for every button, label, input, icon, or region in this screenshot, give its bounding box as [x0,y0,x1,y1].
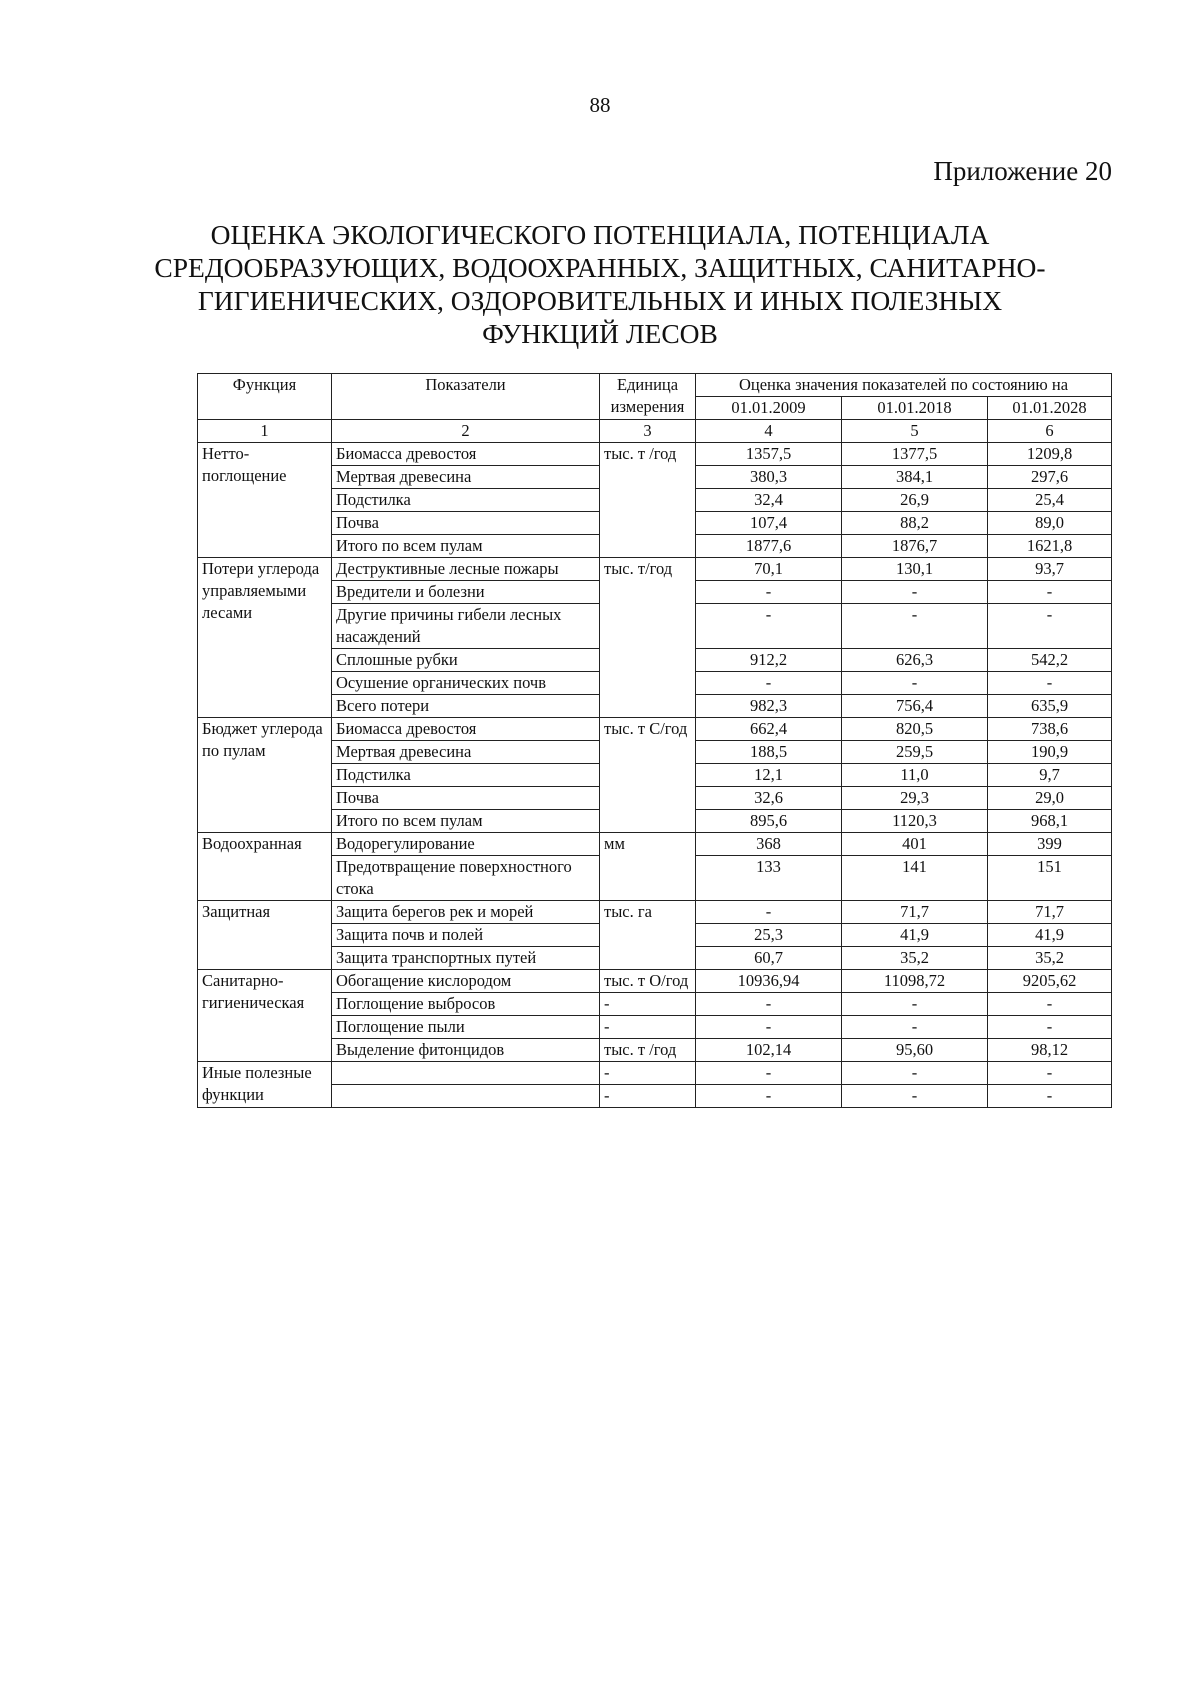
header-date: 01.01.2028 [988,397,1112,420]
column-number: 4 [696,420,842,443]
unit-cell: тыс. т/год [600,558,696,718]
value-cell: 10936,94 [696,970,842,993]
value-cell: 738,6 [988,718,1112,741]
column-number: 6 [988,420,1112,443]
value-cell: 141 [842,856,988,901]
indicator-cell: Деструктивные лесные пожары [332,558,600,581]
column-number: 3 [600,420,696,443]
value-cell: 912,2 [696,649,842,672]
value-cell: 190,9 [988,741,1112,764]
indicator-cell: Почва [332,512,600,535]
header-row [198,374,1112,397]
indicator-cell: Защита почв и полей [332,924,600,947]
value-cell: 401 [842,833,988,856]
indicator-cell: Предотвращение поверхностного стока [332,856,600,901]
value-cell: 102,14 [696,1039,842,1062]
value-cell: 133 [696,856,842,901]
unit-cell: - [600,1062,696,1085]
unit-cell: тыс. т О/год [600,970,696,993]
table-row [198,993,1112,1016]
value-cell: 89,0 [988,512,1112,535]
value-cell: 130,1 [842,558,988,581]
table-row [198,1039,1112,1062]
indicator-cell: Подстилка [332,764,600,787]
value-cell: - [842,1016,988,1039]
value-cell: - [696,901,842,924]
table-row [198,1062,1112,1085]
title-line: ГИГИЕНИЧЕСКИХ, ОЗДОРОВИТЕЛЬНЫХ И ИНЫХ ПОЛЕЗНЫХ [197,285,1003,316]
value-cell: 25,3 [696,924,842,947]
unit-cell: - [600,1085,696,1108]
function-cell: Защитная [198,901,332,970]
unit-cell: - [600,993,696,1016]
indicator-cell: Осушение органических почв [332,672,600,695]
value-cell: 107,4 [696,512,842,535]
table-row [198,443,1112,466]
indicator-cell [332,1062,600,1085]
unit-cell: мм [600,833,696,901]
value-cell: 26,9 [842,489,988,512]
value-cell: 11098,72 [842,970,988,993]
value-cell: 88,2 [842,512,988,535]
column-number: 5 [842,420,988,443]
value-cell: 635,9 [988,695,1112,718]
value-cell: 1357,5 [696,443,842,466]
value-cell: 368 [696,833,842,856]
value-cell: - [696,672,842,695]
value-cell: 41,9 [842,924,988,947]
indicator-cell [332,1085,600,1108]
value-cell: - [842,604,988,649]
value-cell: 12,1 [696,764,842,787]
value-cell: 41,9 [988,924,1112,947]
indicator-cell: Сплошные рубки [332,649,600,672]
indicator-cell: Подстилка [332,489,600,512]
table-row [198,970,1112,993]
value-cell: 151 [988,856,1112,901]
header-estimate: Оценка значения показателей по состоянию на [696,374,1112,397]
table-body [198,443,1112,1108]
value-cell: 11,0 [842,764,988,787]
indicator-cell: Поглощение пыли [332,1016,600,1039]
table-row [198,901,1112,924]
function-cell: Санитарно-гигиеническая [198,970,332,1062]
value-cell: 71,7 [988,901,1112,924]
value-cell: 35,2 [988,947,1112,970]
value-cell: 968,1 [988,810,1112,833]
header-date: 01.01.2018 [842,397,988,420]
value-cell: - [988,604,1112,649]
appendix-label: Приложение 20 [933,156,1112,186]
indicator-cell: Защита транспортных путей [332,947,600,970]
header-unit: Единица измерения [600,374,696,420]
page-number: 88 [589,93,611,117]
value-cell: 71,7 [842,901,988,924]
function-cell: Иные полезные функции [198,1062,332,1108]
indicator-cell: Биомасса древостоя [332,443,600,466]
value-cell: 70,1 [696,558,842,581]
value-cell: 9,7 [988,764,1112,787]
value-cell: 1876,7 [842,535,988,558]
indicator-cell: Итого по всем пулам [332,535,600,558]
table-row [198,833,1112,856]
forest-functions-table [197,373,1112,1108]
value-cell: - [696,1016,842,1039]
document-title [150,218,1050,350]
value-cell: - [988,1062,1112,1085]
value-cell: 895,6 [696,810,842,833]
column-number: 2 [332,420,600,443]
indicator-cell: Всего потери [332,695,600,718]
indicator-cell: Другие причины гибели лесных насаждений [332,604,600,649]
header-indicators: Показатели [332,374,600,420]
unit-cell: тыс. т /год [600,1039,696,1062]
value-cell: - [988,672,1112,695]
value-cell: 662,4 [696,718,842,741]
value-cell: 1877,6 [696,535,842,558]
value-cell: - [988,1085,1112,1108]
value-cell: 32,6 [696,787,842,810]
value-cell: - [842,672,988,695]
unit-cell: - [600,1016,696,1039]
value-cell: - [988,581,1112,604]
table-row [198,1016,1112,1039]
value-cell: 626,3 [842,649,988,672]
value-cell: 820,5 [842,718,988,741]
value-cell: 9205,62 [988,970,1112,993]
value-cell: 259,5 [842,741,988,764]
value-cell: 35,2 [842,947,988,970]
indicator-cell: Выделение фитонцидов [332,1039,600,1062]
value-cell: 1621,8 [988,535,1112,558]
value-cell: - [696,993,842,1016]
value-cell: - [696,581,842,604]
value-cell: 380,3 [696,466,842,489]
value-cell: - [696,604,842,649]
indicator-cell: Обогащение кислородом [332,970,600,993]
indicator-cell: Биомасса древостоя [332,718,600,741]
function-cell: Нетто-поглощение [198,443,332,558]
indicator-cell: Мертвая древесина [332,741,600,764]
value-cell: 32,4 [696,489,842,512]
value-cell: - [842,993,988,1016]
value-cell: 29,0 [988,787,1112,810]
value-cell: 1209,8 [988,443,1112,466]
title-line: ОЦЕНКА ЭКОЛОГИЧЕСКОГО ПОТЕНЦИАЛА, ПОТЕНЦИАЛА [210,219,990,250]
table-row [198,718,1112,741]
value-cell: - [842,581,988,604]
value-cell: 399 [988,833,1112,856]
value-cell: 982,3 [696,695,842,718]
value-cell: 93,7 [988,558,1112,581]
value-cell: 98,12 [988,1039,1112,1062]
value-cell: - [842,1062,988,1085]
unit-cell: тыс. га [600,901,696,970]
indicator-cell: Почва [332,787,600,810]
column-number: 1 [198,420,332,443]
indicator-cell: Итого по всем пулам [332,810,600,833]
indicator-cell: Мертвая древесина [332,466,600,489]
value-cell: - [696,1085,842,1108]
indicator-cell: Вредители и болезни [332,581,600,604]
value-cell: 384,1 [842,466,988,489]
indicator-cell: Защита берегов рек и морей [332,901,600,924]
column-numbers-row [198,420,1112,443]
header-date: 01.01.2009 [696,397,842,420]
table-row [198,558,1112,581]
value-cell: 542,2 [988,649,1112,672]
function-cell: Потери углерода управляемыми лесами [198,558,332,718]
value-cell: 297,6 [988,466,1112,489]
value-cell: 1120,3 [842,810,988,833]
value-cell: 25,4 [988,489,1112,512]
function-cell: Бюджет углерода по пулам [198,718,332,833]
header-function: Функция [198,374,332,420]
function-cell: Водоохранная [198,833,332,901]
value-cell: - [988,993,1112,1016]
value-cell: - [988,1016,1112,1039]
value-cell: 29,3 [842,787,988,810]
table-row [198,1085,1112,1108]
title-line: СРЕДООБРАЗУЮЩИХ, ВОДООХРАННЫХ, ЗАЩИТНЫХ, САНИТАРНО- [154,252,1046,283]
indicator-cell: Поглощение выбросов [332,993,600,1016]
value-cell: - [842,1085,988,1108]
title-line: ФУНКЦИЙ ЛЕСОВ [482,318,718,349]
value-cell: 1377,5 [842,443,988,466]
value-cell: 188,5 [696,741,842,764]
value-cell: 756,4 [842,695,988,718]
unit-cell: тыс. т С/год [600,718,696,833]
indicator-cell: Водорегулирование [332,833,600,856]
value-cell: 95,60 [842,1039,988,1062]
value-cell: - [696,1062,842,1085]
value-cell: 60,7 [696,947,842,970]
unit-cell: тыс. т /год [600,443,696,558]
